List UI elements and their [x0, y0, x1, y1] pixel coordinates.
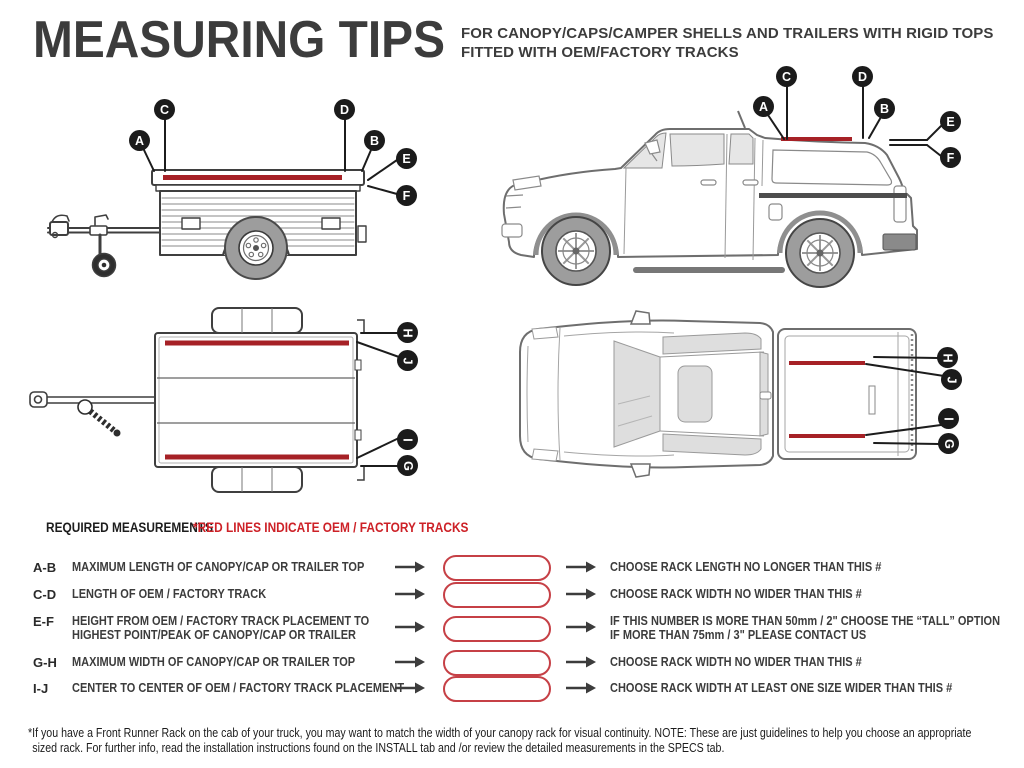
label-i-truck-top: I — [938, 408, 959, 429]
subtitle-line-2: FITTED WITH OEM/FACTORY TRACKS — [461, 44, 739, 61]
required-measurements-heading: REQUIRED MEASUREMENTS — [46, 520, 213, 535]
measurement-instruction: CHOOSE RACK WIDTH NO WIDER THAN THIS # — [610, 587, 862, 601]
measurement-instruction: CHOOSE RACK WIDTH AT LEAST ONE SIZE WIDER THAN THIS # — [610, 681, 953, 695]
measurement-code: I-J — [33, 681, 49, 696]
label-a-truck-side: A — [753, 96, 774, 117]
label-j-trailer-top: J — [397, 350, 418, 371]
red-lines-note: *RED LINES INDICATE OEM / FACTORY TRACKS — [193, 520, 469, 535]
footnote-line-1: *If you have a Front Runner Rack on the cab of your truck, you may want to match the width of your canopy rack for visual continuity. NOTE: These are just guidelines to help you choose an appropriate — [28, 726, 972, 740]
footnote-line-2: sized rack. For further info, read the installation instructions found on the INSTALL tab and /or review the detailed measurements in the SPECS tab. — [32, 740, 725, 755]
label-c-truck-side: C — [776, 66, 797, 87]
label-c-trailer-side: C — [154, 99, 175, 120]
label-b-trailer-side: B — [364, 130, 385, 151]
measurement-description: LENGTH OF OEM / FACTORY TRACK — [72, 587, 267, 601]
measurement-code: C-D — [33, 587, 57, 602]
label-i-trailer-top: I — [397, 429, 418, 450]
measurement-description: MAXIMUM LENGTH OF CANOPY/CAP OR TRAILER TOP — [72, 560, 365, 574]
label-g-trailer-top: G — [397, 455, 418, 476]
label-a-trailer-side: A — [129, 130, 150, 151]
label-d-trailer-side: D — [334, 99, 355, 120]
label-g-truck-top: G — [938, 433, 959, 454]
measurement-description: MAXIMUM WIDTH OF CANOPY/CAP OR TRAILER TOP — [72, 655, 356, 669]
measurement-instruction: CHOOSE RACK LENGTH NO LONGER THAN THIS # — [610, 560, 882, 574]
label-j-truck-top: J — [941, 369, 962, 390]
measurement-code: E-F — [33, 614, 54, 629]
measurement-instruction: IF THIS NUMBER IS MORE THAN 50mm / 2" CHOOSE THE “TALL” OPTION IF MORE THAN 75mm / 3" PLEASE CONTACT US — [610, 614, 1001, 642]
label-h-truck-top: H — [937, 347, 958, 368]
measurement-code: A-B — [33, 560, 57, 575]
measurement-description: HEIGHT FROM OEM / FACTORY TRACK PLACEMENT TO HIGHEST POINT/PEAK OF CANOPY/CAP OR TRAILER — [72, 614, 370, 642]
measurement-code: G-H — [33, 655, 57, 670]
subtitle-line-1: FOR CANOPY/CAPS/CAMPER SHELLS AND TRAILERS WITH RIGID TOPS — [461, 25, 994, 42]
measurement-instruction: CHOOSE RACK WIDTH NO WIDER THAN THIS # — [610, 655, 862, 669]
page-title: MEASURING TIPS — [33, 11, 446, 69]
label-f-truck-side: F — [940, 147, 961, 168]
measurement-description: CENTER TO CENTER OF OEM / FACTORY TRACK PLACEMENT — [72, 681, 405, 695]
label-e-truck-side: E — [940, 111, 961, 132]
label-h-trailer-top: H — [397, 322, 418, 343]
label-d-truck-side: D — [852, 66, 873, 87]
label-f-trailer-side: F — [396, 185, 417, 206]
label-b-truck-side: B — [874, 98, 895, 119]
label-e-trailer-side: E — [396, 148, 417, 169]
